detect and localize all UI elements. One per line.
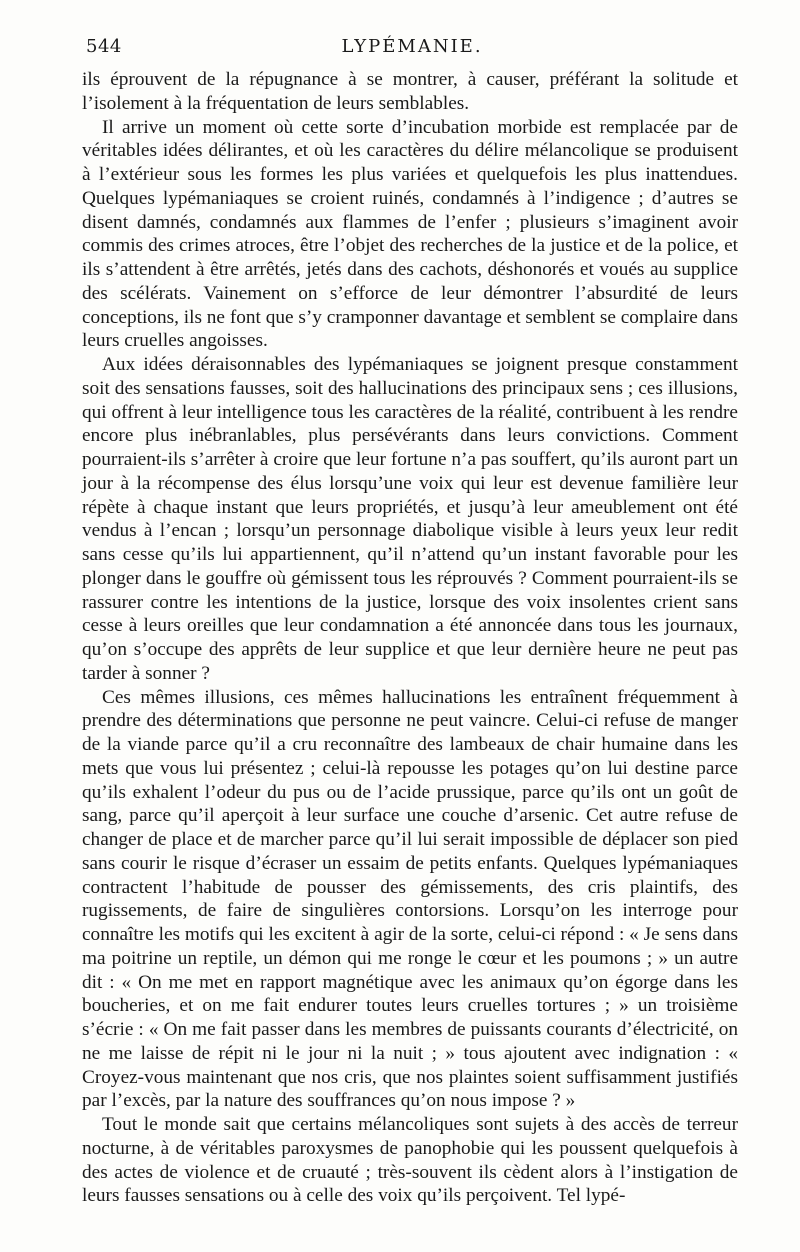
- paragraph: Aux idées déraisonnables des lypémaniaques se joignent presque constamment soit des sensations fausses, soit des hallucinations des principaux sens ; ces illusions, qui offrent à leur intelligence tous les caractères de la réalité, contribuent à les rendre encore plus inébranlables, plus persévérants dans leurs convictions. Comment pourraient-ils s’arrêter à croire que leur fortune n’a pas souffert, qu’ils auront part un jour à la récompense des élus lorsqu’une voix qui leur est devenue familière leur répète à chaque instant que leurs propriétés, et jusqu’à leur ameublement ont été vendus à l’encan ; lorsqu’un personnage diabolique visible à leurs yeux leur redit sans cesse qu’ils lui appartiennent, qu’il n’attend qu’un instant favorable pour les plonger dans le gouffre où gémissent tous les réprouvés ? Comment pourraient-ils se rassurer contre les intentions de la justice, lorsque des voix insolentes crient sans cesse à leurs oreilles que leur condamnation a été annoncée dans tous les journaux, qu’on s’occupe des apprêts de leur supplice et que leur dernière heure ne peut pas tarder à sonner ?: [82, 354, 738, 684]
- running-title: LYPÉMANIE.: [341, 36, 483, 57]
- paragraph: Il arrive un moment où cette sorte d’incubation morbide est remplacée par de véritables idées délirantes, et où les caractères du délire mélancolique se produisent à l’extérieur sous les formes les plus variées et quelquefois les plus inattendues. Quelques lypémaniaques se croient ruinés, condamnés à l’indigence ; d’autres se disent damnés, condamnés aux flammes de l’enfer ; plusieurs s’imaginent avoir commis des crimes atroces, être l’objet des recherches de la justice et de la police, et ils s’attendent à être arrêtés, jetés dans des cachots, déshonorés et voués au supplice des scélérats. Vainement on s’efforce de leur démontrer l’absurdité de leurs conceptions, ils ne font que s’y cramponner davantage et semblent se complaire dans leurs cruelles angoisses.: [82, 116, 738, 352]
- paragraph: Tout le monde sait que certains mélancoliques sont sujets à des accès de terreur nocturne, à de véritables paroxysmes de panophobie qui les poussent quelquefois à des actes de violence et de cruauté ; très-souvent ils cèdent alors à l’instigation de leurs fausses sensations ou à celle des voix qu’ils perçoivent. Tel lypé-: [82, 1114, 738, 1207]
- text-body: [82, 68, 738, 1208]
- running-head: [82, 36, 742, 64]
- page-number: 544: [86, 36, 122, 57]
- paragraph: Ces mêmes illusions, ces mêmes hallucinations les entraînent fréquemment à prendre des déterminations que personne ne peut vaincre. Celui-ci refuse de manger de la viande parce qu’il a cru reconnaître des lambeaux de chair humaine dans les mets que vous lui présentez ; celui-là repousse les potages qu’on lui destine parce qu’ils exhalent l’odeur du pus ou de l’acide prussique, parce qu’ils ont un goût de sang, parce qu’il aperçoit à leur surface une couche d’arsenic. Cet autre refuse de changer de place et de marcher parce qu’il lui serait impossible de déplacer son pied sans courir le risque d’écraser un essaim de petits enfants. Quelques lypémaniaques contractent l’habitude de pousser des gémissements, des cris plaintifs, des rugissements, de faire de singulières contorsions. Lorsqu’on les interroge pour connaître les motifs qui les excitent à agir de la sorte, celui-ci répond : « Je sens dans ma poitrine un reptile, un démon qui me ronge le cœur et les poumons ; » un autre dit : « On me met en rapport magnétique avec les animaux qu’on égorge dans les boucheries, et on me fait endurer toutes leurs cruelles tortures ; » un troisième s’écrie : « On me fait passer dans les membres de puissants courants d’électricité, on ne me laisse de répit ni le jour ni la nuit ; » tous ajoutent avec indignation : « Croyez-vous maintenant que nos cris, que nos plaintes soient suffisamment justifiés par l’excès, par la nature des souffrances qu’on nous impose ? »: [82, 686, 738, 1112]
- paragraph-continuation: ils éprouvent de la répugnance à se montrer, à causer, préférant la solitude et l’isolement à la fréquentation de leurs semblables.: [82, 69, 738, 114]
